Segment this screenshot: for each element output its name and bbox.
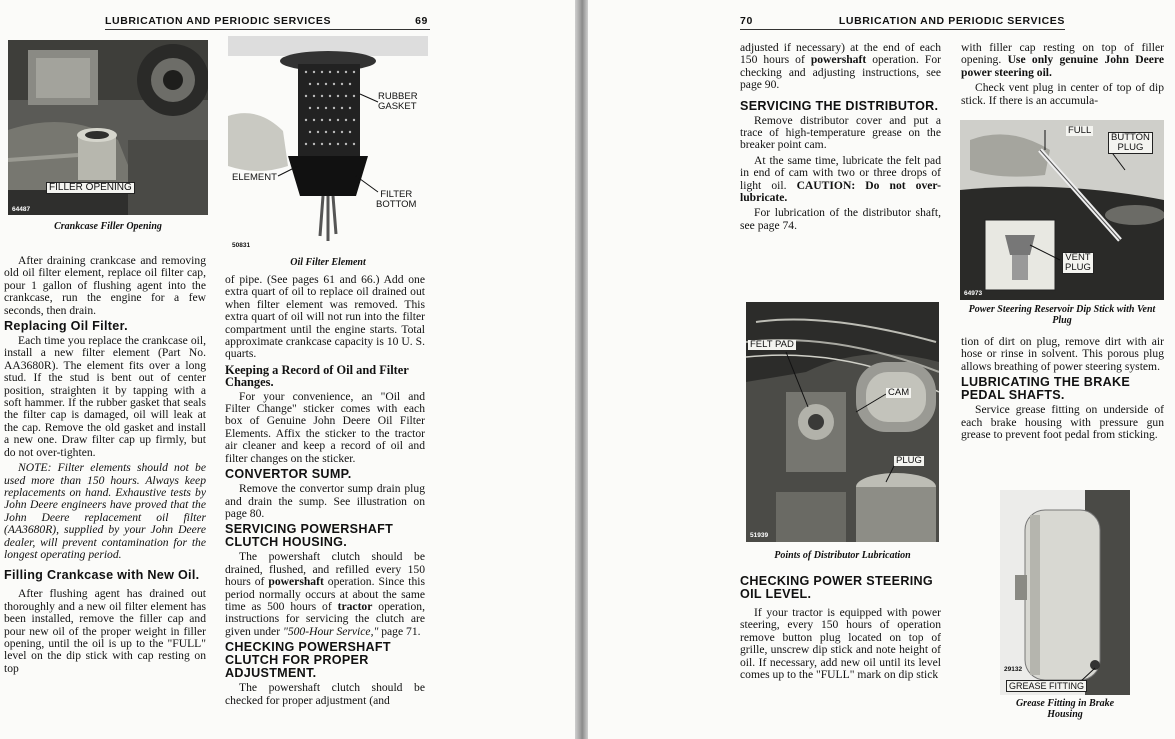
photo-code: 64973	[964, 290, 983, 297]
section-heading: LUBRICATING THE BRAKE PEDAL SHAFTS.	[961, 375, 1131, 403]
element-label: ELEMENT	[232, 172, 277, 183]
cam-label: CAM	[888, 387, 910, 398]
figure-caption: Oil Filter Element	[290, 257, 366, 268]
oil-filter-photo	[228, 36, 428, 254]
left-page	[0, 0, 575, 739]
paragraph: Remove distributor cover and put a trace of high-temperature grease on the breaker point cam.	[740, 113, 941, 152]
paragraph: After draining crankcase and removing old oil filter element, replace oil filter cap, pour 1 gallon of flushing agent into the crankcase, run the engine for a few seconds, then drain.	[4, 254, 206, 317]
distributor-photo	[746, 302, 939, 542]
plug-label: PLUG	[896, 455, 922, 466]
paragraph: For lubrication of the distributor shaft, see page 74.	[740, 206, 941, 232]
text-column	[225, 274, 425, 710]
paragraph: For your convenience, an "Oil and Filter Change" sticker comes with each box of Genuine John Deere Oil Filter Elements. Affix the sticker to the tractor air cleaner and keep a record of oil and filter changes on the sticker.	[225, 389, 425, 465]
section-heading: CHECKING POWER STEERING OIL LEVEL.	[740, 574, 934, 601]
text-column	[961, 42, 1164, 110]
note-paragraph: NOTE: Filter elements should not be used more than 150 hours. Always keep replacements on hand. Exhaustive tests by John Deere engineers have proved that the John Deere replacement oil filter (AA3680R), supplied by your John Deere dealer, will prevent contamination for the longest operating period.	[4, 461, 206, 561]
page-gutter	[575, 0, 588, 739]
paragraph: adjusted if necessary) at the end of each 150 hours of powershaft operation. For checking and adjusting instructions, see page 90.	[740, 41, 941, 92]
brake-housing-photo	[1000, 490, 1130, 695]
page-number: 69	[415, 15, 428, 27]
right-page	[588, 0, 1175, 739]
paragraph: At the same time, lubricate the felt pad in end of cam with two or three drops of light oil. CAUTION: Do not over-lubricate.	[740, 153, 941, 205]
section-heading: CONVERTOR SUMP.	[225, 467, 352, 482]
page-header	[740, 13, 1065, 30]
figure-caption: Power Steering Reservoir Dip Stick with Vent Plug	[968, 304, 1156, 326]
section-heading: Filling Crankcase with New Oil.	[4, 568, 200, 583]
photo-code: 64487	[12, 206, 31, 213]
button-plug-label: BUTTON PLUG	[1108, 132, 1153, 154]
page-header	[105, 13, 430, 30]
crankcase-filler-photo	[8, 40, 208, 215]
header-title: LUBRICATION AND PERIODIC SERVICES	[838, 15, 1065, 27]
dip-stick-photo	[960, 120, 1164, 300]
vent-plug-label: VENT PLUG	[1062, 252, 1094, 274]
paragraph: with filler cap resting on top of filler opening. Use only genuine John Deere power steering oil.	[961, 41, 1164, 79]
filler-opening-label: FILLER OPENING	[46, 182, 135, 194]
rubber-gasket-label: RUBBER GASKET	[378, 91, 418, 112]
felt-pad-label: FELT PAD	[750, 339, 794, 350]
paragraph: Service grease fitting on underside of each brake housing with pressure gun grease to prevent foot pedal from sticking.	[961, 403, 1164, 442]
paragraph: tion of dirt on plug, remove dirt with air hose or rinse in solvent. This porous plug allows breathing of power steering system.	[961, 335, 1164, 373]
text-column	[740, 572, 941, 684]
paragraph: Check vent plug in center of top of dip stick. If there is an accumula-	[961, 81, 1164, 107]
filter-bottom-label: FILTER BOTTOM	[376, 189, 417, 210]
section-heading: Replacing Oil Filter.	[4, 319, 128, 334]
figure-caption: Grease Fitting in Brake Housing	[1015, 698, 1115, 720]
text-column	[961, 336, 1164, 444]
paragraph: The powershaft clutch should be drained, flushed, and refilled every 150 hours of powershaft operation. Since this period normally occurs at about the same time as 500 hours of tractor operation, instructions for servicing the clutch are given under "500-Hour Service," page 71.	[225, 550, 425, 638]
section-heading: CHECKING POWERSHAFT CLUTCH FOR PROPER ADJUSTMENT.	[225, 640, 391, 681]
paragraph: After flushing agent has drained out thoroughly and a new oil filter element has been installed, remove the filler cap and pour new oil of the proper weight in filler opening, until the oil is up to the "FULL" level on the dip stick with cap resting on top	[4, 587, 206, 675]
paragraph: Each time you replace the crankcase oil, install a new filter element (Part No. AA3680R). The element fits over a long stud. If the stud is bent out of center position, straighten it by tapping with a soft hammer. If the rubber gasket that seals the filter cap is damaged, oil will leak at the cap. Remove the old gasket and install a new one. Draw filter cap up firmly, but do not over-tighten.	[4, 334, 206, 459]
paragraph: If your tractor is equipped with power steering, every 150 hours of operation remove button plug located on top of grille, unscrew dip stick and note height of oil. If necessary, add new oil until its level comes up to the "FULL" mark on dip stick	[740, 606, 941, 682]
text-column	[740, 42, 941, 235]
photo-code: 29132	[1004, 666, 1023, 673]
paragraph: The powershaft clutch should be checked for proper adjustment (and	[225, 681, 425, 707]
figure-caption: Points of Distributor Lubrication	[774, 550, 911, 561]
paragraph: Remove the convertor sump drain plug and drain the sump. See illustration on page 80.	[225, 482, 425, 520]
page-number: 70	[740, 15, 753, 27]
header-title: LUBRICATION AND PERIODIC SERVICES	[105, 15, 332, 27]
figure-caption: Crankcase Filler Opening	[54, 221, 162, 232]
text-column	[4, 255, 206, 678]
section-heading: SERVICING THE DISTRIBUTOR.	[740, 98, 939, 113]
grease-fitting-label: GREASE FITTING	[1006, 680, 1087, 692]
paragraph: of pipe. (See pages 61 and 66.) Add one extra quart of oil to replace oil drained out when filter element was removed. This extra quart of oil will not run into the filter compartment until the engine starts. Total approximate crankcase capacity is 10 U. S. quarts.	[225, 273, 425, 361]
photo-code: 50831	[232, 242, 251, 249]
full-label: FULL	[1068, 125, 1092, 136]
photo-code: 51939	[750, 532, 769, 539]
section-heading: Keeping a Record of Oil and Filter Changes.	[225, 362, 409, 390]
section-heading: SERVICING POWERSHAFT CLUTCH HOUSING.	[225, 522, 394, 550]
